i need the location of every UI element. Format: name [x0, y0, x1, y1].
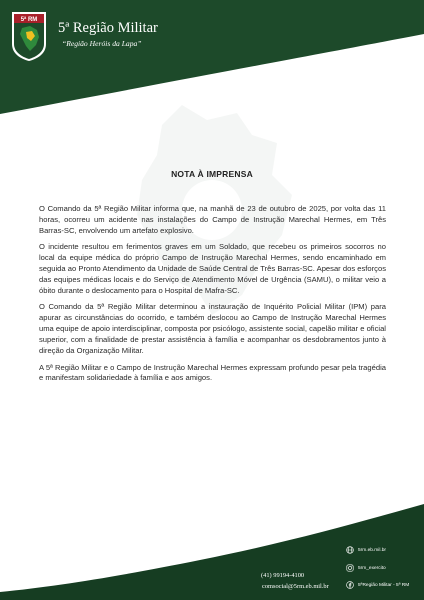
- social-label: 5rm.eb.mil.br: [358, 547, 386, 553]
- instagram-icon: [346, 564, 354, 572]
- social-instagram[interactable]: [346, 564, 386, 572]
- facebook-icon: [346, 581, 354, 589]
- logo-text: 5ª RM: [20, 17, 38, 23]
- globe-icon: [346, 546, 354, 554]
- social-website[interactable]: [346, 546, 386, 554]
- social-facebook[interactable]: [346, 581, 409, 589]
- paragraph: O Comando da 5ª Região Militar determinou a instauração de Inquérito Policial Militar (IPM) para apurar as circunstâncias do ocorrido, e também deslocou ao Campo de Instrução Marechal Hermes uma equipe de apoio interdisciplinar, composta por psicólogo, assistente social, capelão militar e oficial superior, com a finalidade de prestar assistência à família e acompanhar os desdobramentos junto à direção da Organização Militar.: [39, 302, 386, 356]
- regiao-militar-logo: [10, 10, 48, 62]
- document-title: NOTA À IMPRENSA: [171, 169, 253, 179]
- organization-motto: “Região Heróis da Lapa”: [62, 39, 142, 48]
- organization-name: 5ª Região Militar: [58, 20, 158, 36]
- document-body: [39, 204, 386, 390]
- paragraph: O incidente resultou em ferimentos graves em um Soldado, que recebeu os primeiros socorros no local da equipe médica do próprio Campo de Instrução Marechal Hermes, sendo encaminhado em seguida ao Pronto Atendimento da Unidade de Saúde Central de Três Barras-SC. Apesar dos esforços das equipes médicas locais e do Serviço de Atendimento Móvel de Urgência (SAMU), o militar veio a óbito durante o deslocamento para o Hospital de Mafra-SC.: [39, 242, 386, 295]
- social-label: 5ªRegião Militar - 5ª RM: [358, 582, 410, 588]
- paragraph: A 5ª Região Militar e o Campo de Instrução Marechal Hermes expressam profundo pesar pela tragédia e manifestam solidariedade à família e aos amigos.: [39, 362, 386, 383]
- social-label: 5rm_exercito: [358, 565, 386, 571]
- contact-email: comsocial@5rm.eb.mil.br: [262, 583, 329, 590]
- contact-phone: (41) 99194-4100: [261, 572, 305, 579]
- paragraph: O Comando da 5ª Região Militar informa que, na manhã de 23 de outubro de 2025, por volta das 11 horas, ocorreu um acidente nas instalações do Campo de Instrução Marechal Hermes, em Três Barras-SC, envolvendo um artefato explosivo.: [39, 204, 386, 235]
